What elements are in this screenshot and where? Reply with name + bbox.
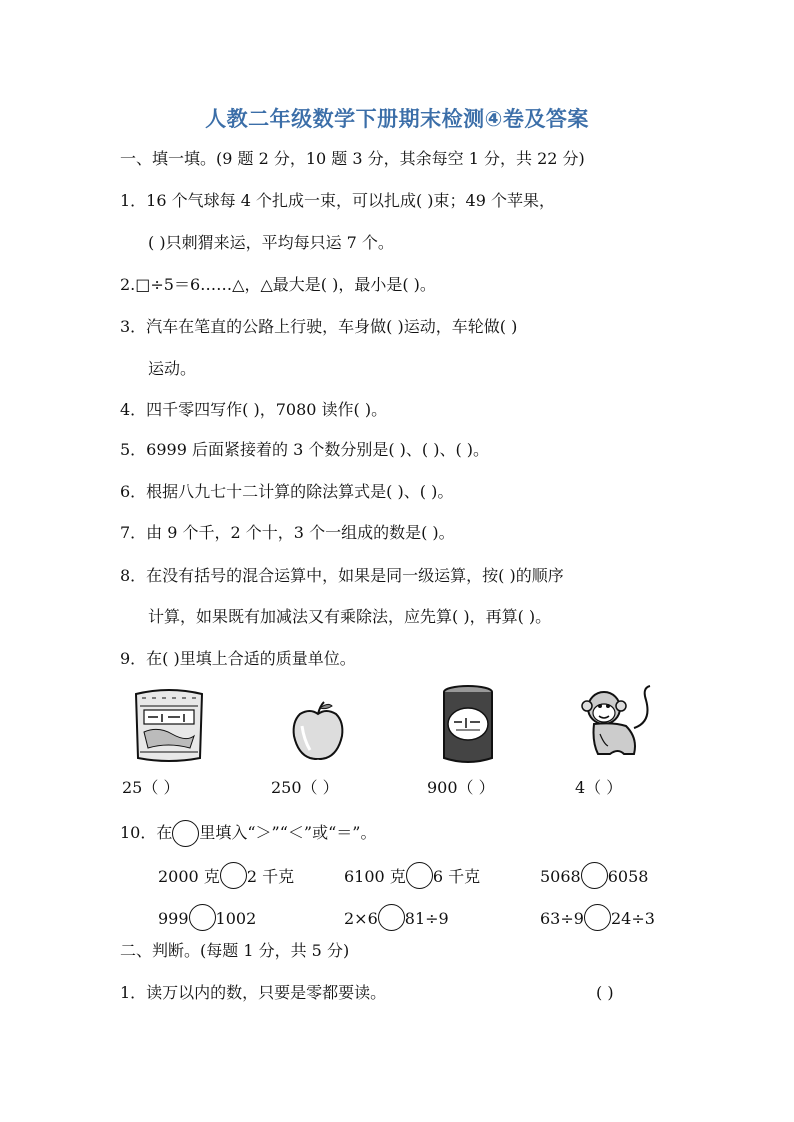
q10-right: 6 千克: [432, 867, 481, 886]
q10-left: 2000 克: [158, 867, 220, 886]
q10-item-2: [344, 862, 480, 889]
judge-question-1: 1．读万以内的数，只要是零都要读。: [120, 983, 387, 1002]
q10-right: 24÷3: [610, 909, 655, 928]
apple-icon: [290, 700, 346, 762]
question-8-line-2: 计算，如果既有加减法又有乘除法，应先算( )，再算( )。: [148, 607, 552, 626]
q10-left: 6100 克: [344, 867, 406, 886]
q10-item-5: [344, 904, 449, 931]
answer-circle-icon[interactable]: [189, 904, 216, 931]
q10-item-4: [158, 904, 256, 931]
q10-right: 2 千克: [246, 867, 295, 886]
question-9: 9．在( )里填上合适的质量单位。: [120, 649, 356, 668]
q10-left: 63÷9: [540, 909, 584, 928]
question-3-line-1: 3．汽车在笔直的公路上行驶，车身做( )运动，车轮做( ): [120, 317, 518, 336]
snack-bag-icon: [128, 684, 210, 766]
judge-question-1-answer[interactable]: ( ): [596, 983, 614, 1002]
q10-item-1: [158, 862, 294, 889]
q10-right: 81÷9: [404, 909, 449, 928]
answer-circle-icon: [172, 820, 199, 847]
q10-right: 6058: [607, 867, 649, 886]
question-7: 7．由 9 个千，2 个十，3 个一组成的数是( )。: [120, 523, 455, 542]
question-10: [120, 820, 376, 847]
answer-circle-icon[interactable]: [584, 904, 611, 931]
answer-circle-icon[interactable]: [378, 904, 405, 931]
answer-circle-icon[interactable]: [406, 862, 433, 889]
question-6: 6．根据八九七十二计算的除法算式是( )、( )。: [120, 482, 454, 501]
question-5: 5．6999 后面紧接着的 3 个数分别是( )、( )、( )。: [120, 440, 490, 459]
section-2-heading: 二、判断。(每题 1 分，共 5 分): [120, 941, 350, 960]
section-1-heading: 一、填一填。(9 题 2 分，10 题 3 分，其余每空 1 分，共 22 分): [120, 149, 585, 168]
q10-left: 2×6: [344, 909, 378, 928]
q9-answer-can: 900（ ）: [427, 778, 495, 797]
q10-item-3: [540, 862, 648, 889]
q10-prefix: 10．在: [120, 823, 173, 842]
question-4: 4．四千零四写作( )，7080 读作( )。: [120, 400, 388, 419]
q9-answer-bag: 25（ ）: [122, 778, 180, 797]
q9-answer-apple: 250（ ）: [271, 778, 339, 797]
q10-item-6: [540, 904, 655, 931]
answer-circle-icon[interactable]: [220, 862, 247, 889]
answer-circle-icon[interactable]: [581, 862, 608, 889]
q10-suffix: 里填入“＞”“＜”或“＝”。: [199, 823, 377, 842]
milk-powder-can-icon: [440, 684, 496, 766]
question-3-line-2: 运动。: [148, 359, 197, 378]
q10-right: 1002: [215, 909, 257, 928]
question-8-line-1: 8．在没有括号的混合运算中，如果是同一级运算，按( )的顺序: [120, 566, 564, 585]
q9-answer-monkey: 4（ ）: [575, 778, 623, 797]
q10-left: 999: [158, 909, 189, 928]
question-1-line-1: 1．16 个气球每 4 个扎成一束，可以扎成( )束；49 个苹果，: [120, 191, 555, 210]
question-2: 2.□÷5＝6……△，△最大是( )，最小是( )。: [120, 275, 436, 294]
monkey-icon: [576, 682, 656, 762]
q10-left: 5068: [540, 867, 581, 886]
page-title: 人教二年级数学下册期末检测④卷及答案: [205, 107, 589, 131]
question-1-line-2: ( )只刺猬来运，平均每只运 7 个。: [148, 233, 394, 252]
